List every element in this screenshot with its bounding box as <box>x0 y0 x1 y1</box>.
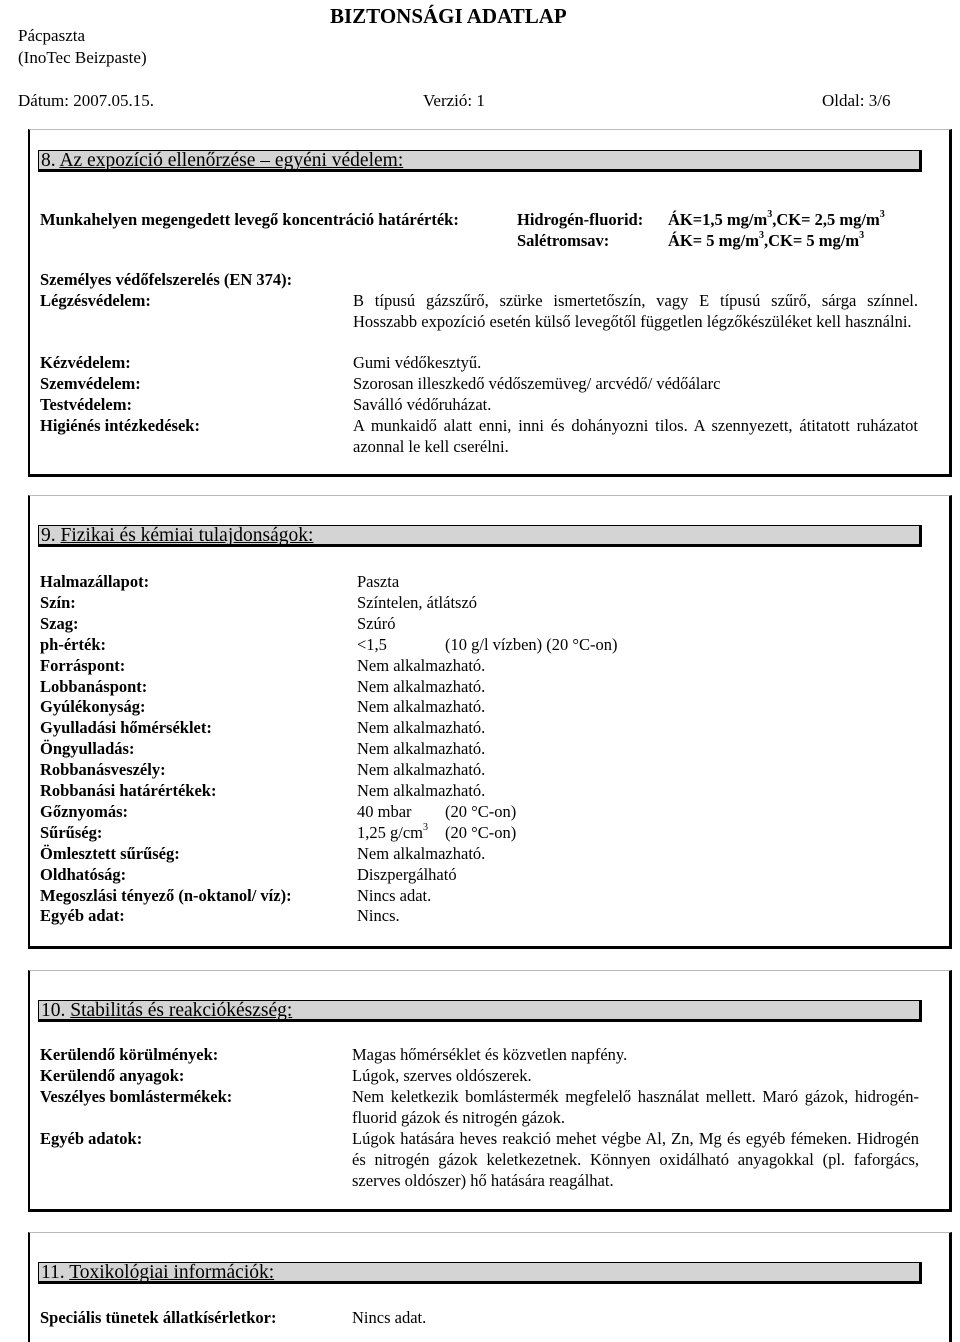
property-label: Ömlesztett sűrűség: <box>40 844 180 863</box>
stability-value: Nem keletkezik bomlástermék megfelelő használat mellett. Maró gázok, hidrogén-fluorid gázok és nitrogén gázok. <box>352 1087 919 1127</box>
ppe-value: A munkaidő alatt enni, inni és dohányozni tilos. A szennyezett, átitatott ruházatot azonnal le kell cserélni. <box>353 416 918 456</box>
document-date: Dátum: 2007.05.15. <box>18 91 154 110</box>
property-value: Nem alkalmazható. <box>357 677 486 696</box>
property-label: Halmazállapot: <box>40 572 150 591</box>
limit-substance: Hidrogén-fluorid: <box>517 210 644 229</box>
section-number: 8. <box>41 150 56 171</box>
property-label: Gyúlékonyság: <box>40 697 146 716</box>
ppe-value: Szorosan illeszkedő védőszemüveg/ arcvédő/ védőálarc <box>353 374 721 393</box>
limit-values: ÁK= 5 $mg/m^3,CK= 5$ $mg/m^3$ <box>668 229 865 250</box>
section-title: Toxikológiai információk: <box>69 1262 275 1283</box>
property-value: Színtelen, átlátszó <box>357 593 478 612</box>
ppe-label: Légzésvédelem: <box>40 291 151 310</box>
property-label: Robbanási határértékek: <box>40 781 217 800</box>
property-label: Oldhatóság: <box>40 865 127 884</box>
ppe-value: B típusú gázszűrő, szürke ismertetőszín, vagy E típusú szűrő, sárga színnel. Hosszabb expozíció esetén külső levegőtől független légzőkészüléket kell használni. <box>353 291 918 331</box>
property-value: Nem alkalmazható. <box>357 760 486 779</box>
stability-value: Magas hőmérséklet és közvetlen napfény. <box>352 1045 628 1064</box>
section-9-heading <box>38 525 922 547</box>
product-name: Pácpaszta <box>18 26 86 45</box>
property-value: Nem alkalmazható. <box>357 697 486 716</box>
ppe-value: Gumi védőkesztyű. <box>353 353 482 372</box>
property-label: Robbanásveszély: <box>40 760 166 779</box>
property-label: ph-érték: <box>40 635 106 654</box>
property-note: (20 °C-on) <box>445 823 517 842</box>
section-title: Az expozíció ellenőrzése – egyéni védelem: <box>59 150 404 171</box>
property-value: Nincs adat. <box>357 886 432 905</box>
document-title: BIZTONSÁGI ADATLAP <box>330 4 567 28</box>
limits-label: Munkahelyen megengedett levegő koncentráció határérték: <box>40 210 459 229</box>
property-note: (20 °C-on) <box>445 802 517 821</box>
property-label: Megoszlási tényező (n-oktanol/ víz): <box>40 886 292 905</box>
page-number: Oldal: 3/6 <box>822 91 891 110</box>
stability-value: Lúgok hatására heves reakció mehet végbe Al, Zn, Mg és egyéb fémeken. Hidrogén és nitrogén gázok keletkezetnek. Könnyen oxidálható anyagokkal (pl. faforgács, szerves oldószer) hő hatására reagálhat. <box>352 1129 919 1190</box>
section-title: Fizikai és kémiai tulajdonságok: <box>60 525 314 546</box>
property-label: Szag: <box>40 614 79 633</box>
section-number: 11. <box>41 1262 65 1283</box>
ppe-label: Kézvédelem: <box>40 353 131 372</box>
ppe-heading: Személyes védőfelszerelés (EN 374): <box>40 270 293 289</box>
document-version: Verzió: 1 <box>423 91 485 110</box>
property-value: Paszta <box>357 572 400 591</box>
section-number: 10. <box>41 1000 66 1021</box>
stability-label: Veszélyes bomlástermékek: <box>40 1087 233 1106</box>
ppe-value: Saválló védőruházat. <box>353 395 492 414</box>
property-value: 40 mbar <box>357 802 412 821</box>
stability-value: Lúgok, szerves oldószerek. <box>352 1066 532 1085</box>
section-11-heading <box>38 1262 922 1284</box>
property-value: Nem alkalmazható. <box>357 781 486 800</box>
toxicology-value: Nincs adat. <box>352 1308 427 1327</box>
property-label: Gőznyomás: <box>40 802 128 821</box>
stability-label: Kerülendő körülmények: <box>40 1045 219 1064</box>
section-8-heading <box>38 150 922 172</box>
property-label: Gyulladási hőmérséklet: <box>40 718 212 737</box>
property-value: Nem alkalmazható. <box>357 718 486 737</box>
ppe-label: Szemvédelem: <box>40 374 141 393</box>
product-name-original: (InoTec Beizpaste) <box>18 48 147 67</box>
section-title: Stabilitás és reakciókészség: <box>70 1000 293 1021</box>
ppe-label: Testvédelem: <box>40 395 132 414</box>
section-10-heading <box>38 1000 922 1022</box>
property-value: Diszpergálható <box>357 865 457 884</box>
property-value: Nem alkalmazható. <box>357 739 486 758</box>
property-value: <1,5 <box>357 635 387 654</box>
property-label: Sűrűség: <box>40 823 103 842</box>
property-value: Nincs. <box>357 906 400 925</box>
ppe-label: Higiénés intézkedések: <box>40 416 200 435</box>
property-label: Egyéb adat: <box>40 906 125 925</box>
property-label: Lobbanáspont: <box>40 677 148 696</box>
property-label: Szín: <box>40 593 76 612</box>
stability-label: Kerülendő anyagok: <box>40 1066 185 1085</box>
property-label: Forráspont: <box>40 656 126 675</box>
property-value: Szúró <box>357 614 396 633</box>
limit-substance: Salétromsav: <box>517 231 610 250</box>
property-value: 1,25 $g/cm^3$ <box>357 821 428 842</box>
toxicology-label: Speciális tünetek állatkísérletkor: <box>40 1308 277 1327</box>
property-note: (10 g/l vízben) (20 °C-on) <box>445 635 618 654</box>
section-number: 9. <box>41 525 56 546</box>
property-value: Nem alkalmazható. <box>357 656 486 675</box>
property-value: Nem alkalmazható. <box>357 844 486 863</box>
property-label: Öngyulladás: <box>40 739 135 758</box>
limit-values: ÁK=1,5 $mg/m^3,CK= 2,5$ $mg/m^3$ <box>668 208 885 229</box>
stability-label: Egyéb adatok: <box>40 1129 143 1148</box>
